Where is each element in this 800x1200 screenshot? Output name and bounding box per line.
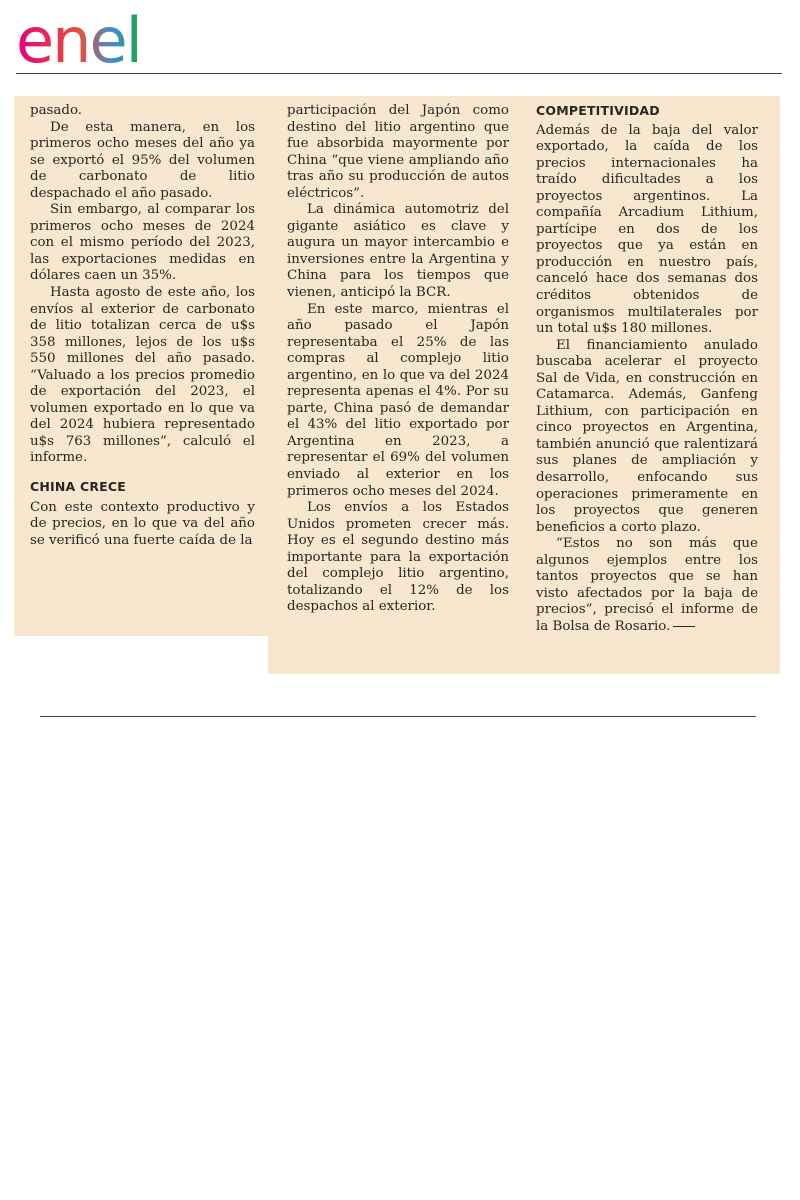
paragraph: De esta manera, en los primeros ocho meses del año ya se exportó el 95% del volumen de carbonato de litio despachado el año pasado. xyxy=(30,119,255,201)
paragraph: El financiamiento anulado buscaba acelerar el proyecto Sal de Vida, en construcción en Catamarca. Además, Ganfeng Lithium, con participación en cinco proyectos en Argentina, también anunció que ralentizará sus planes de ampliación y desarrollo, enfocando sus operaciones primeramente en los proyectos que generen beneficios a corto plazo. xyxy=(536,337,758,535)
paragraph: Sin embargo, al comparar los primeros ocho meses de 2024 con el mismo período del 2023, las exportaciones medidas en dólares caen un 35%. xyxy=(30,202,255,284)
paragraph: En este marco, mientras el año pasado el Japón representaba el 25% de las compras al complejo litio argentino, en lo que va del 2024 representa apenas el 4%. Por su parte, China pasó de demandar el 43% del litio exportado por Argentina en 2023, a representar el 69% del volumen enviado al exterior en los primeros ocho meses del 2024. xyxy=(287,301,509,499)
paragraph: participación del Japón como destino del litio argentino que fue absorbida mayormente por China “que viene ampliando año tras año su producción de autos eléctricos”. xyxy=(287,103,509,201)
end-mark xyxy=(673,626,695,627)
paragraph-text: “Estos no son más que algunos ejemplos entre los tantos proyectos que se han visto afectados por la baja de precios”, precisó el informe de la Bolsa de Rosario. xyxy=(536,536,758,634)
section-heading: CHINA CRECE xyxy=(30,479,127,495)
paragraph: Hasta agosto de este año, los envíos al exterior de carbonato de litio totalizan cerca de u$s 358 millones, lejos de los u$s 550 millones del año pasado. “Valuado a los precios promedio de exportación del 2023, el volumen exportado en lo que va del 2024 hubiera representado u$s 763 millones”, calculó el informe. xyxy=(30,285,255,466)
enel-logo xyxy=(16,6,181,70)
svg-text:enel: enel xyxy=(16,6,141,70)
paragraph: La dinámica automotriz del gigante asiático es clave y augura un mayor intercambio e inversiones entre la Argentina y China para los tiempos que vienen, anticipó la BCR. xyxy=(287,202,509,301)
footer-divider xyxy=(40,716,756,717)
article-column-3 xyxy=(536,103,758,636)
header-divider xyxy=(16,73,782,74)
paragraph: pasado. xyxy=(30,103,83,118)
article-column-2 xyxy=(287,103,509,616)
paragraph-final xyxy=(536,536,758,635)
section-heading: COMPETITIVIDAD xyxy=(536,103,660,118)
paragraph: Con este contexto productivo y de precios, en lo que va del año se verificó una fuerte caída de la xyxy=(30,499,255,548)
paragraph: Los envíos a los Estados Unidos prometen crecer más. Hoy es el segundo destino más importante para la exportación del complejo litio argentino, totalizando el 12% de los despachos al exterior. xyxy=(287,500,509,615)
article-column-1 xyxy=(30,103,255,549)
paragraph: Además de la baja del valor exportado, la caída de los precios internacionales ha traído dificultades a los proyectos argentinos. La compañía Arcadium Lithium, partícipe en dos de los proyectos que ya están en producción en nuestro país, canceló hace dos semanas dos créditos obtenidos de organismos multilaterales por un total u$s 180 millones. xyxy=(536,122,758,337)
